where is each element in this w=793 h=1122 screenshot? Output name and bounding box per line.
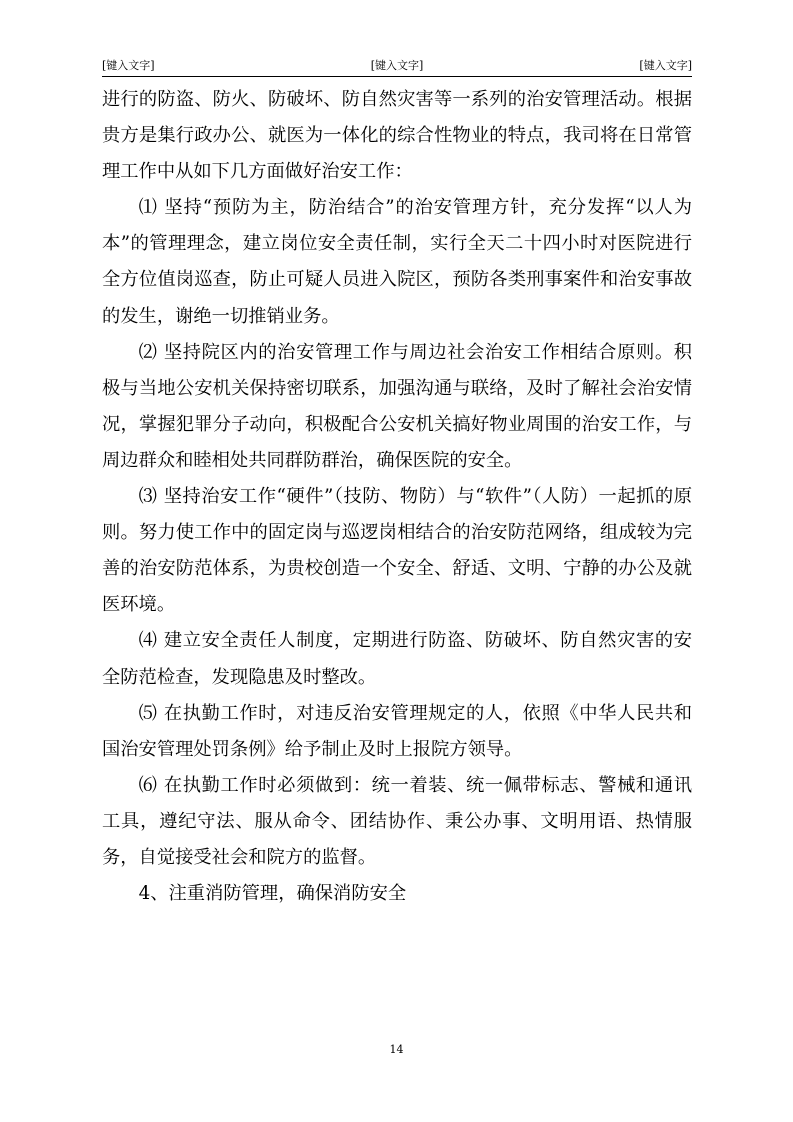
header-divider — [102, 76, 692, 77]
document-body — [102, 82, 692, 912]
header-center-text: [键入文字] — [370, 59, 424, 72]
paragraph-intro: 进行的防盗、防火、防破坏、防自然灾害等一系列的治安管理活动。根据贵方是集行政办公、就医为一体化的综合性物业的特点，我司将在日常管理工作中从如下几方面做好治安工作： — [102, 89, 692, 183]
paragraph-item-3: ⑶ 坚持治安工作“硬件”（技防、物防）与“软件”（人防）一起抓的原则。努力使工作中的固定岗与巡逻岗相结合的治安防范网络，组成较为完善的治安防范体系，为贵校创造一个安全、舒适、文明、宁静的办公及就医环境。 — [102, 486, 692, 616]
paragraph-item-1: ⑴ 坚持“预防为主，防治结合”的治安管理方针，充分发挥“以人为本”的管理理念，建立岗位安全责任制，实行全天二十四小时对医院进行全方位值岗巡查，防止可疑人员进入院区，预防各类刑事案件和治安事故的发生，谢绝一切推销业务。 — [102, 197, 692, 327]
paragraph-item-5: ⑸ 在执勤工作时，对违反治安管理规定的人，依照《中华人民共和国治安管理处罚条例》给予制止及时上报院方领导。 — [102, 702, 692, 760]
page-header — [102, 56, 692, 76]
header-right-text: [键入文字] — [639, 59, 692, 72]
paragraph-item-2: ⑵ 坚持院区内的治安管理工作与周边社会治安工作相结合原则。积极与当地公安机关保持密切联系，加强沟通与联络，及时了解社会治安情况，掌握犯罪分子动向，积极配合公安机关搞好物业周围的治安工作，与周边群众和睦相处共同群防群治，确保医院的安全。 — [102, 341, 692, 471]
section-heading-fire-safety: 4、注重消防管理，确保消防安全 — [138, 883, 407, 905]
page-number: 14 — [389, 1043, 404, 1056]
paragraph-item-4: ⑷ 建立安全责任人制度，定期进行防盗、防破坏、防自然灾害的安全防范检查，发现隐患及时整改。 — [102, 630, 692, 688]
paragraph-item-6: ⑹ 在执勤工作时必须做到：统一着装、统一佩带标志、警械和通讯工具，遵纪守法、服从命令、团结协作、秉公办事、文明用语、热情服务，自觉接受社会和院方的监督。 — [102, 774, 692, 868]
header-left-text: [键入文字] — [102, 59, 155, 72]
